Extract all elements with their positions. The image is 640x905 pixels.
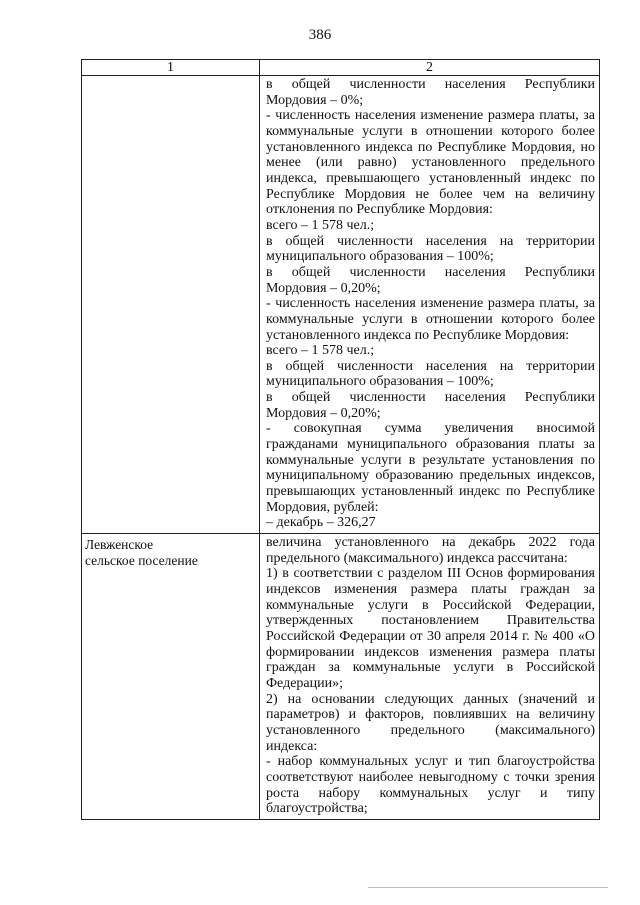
text-line: величина установленного на декабрь 2022 года (266, 535, 595, 551)
scan-edge-line (368, 887, 608, 888)
row-1-col-2 (260, 76, 600, 534)
column-header-1: 1 (82, 60, 260, 76)
table-row (82, 76, 600, 534)
text-line: Российской Федерации от 30 апреля 2014 г. № 400 «О (266, 628, 595, 644)
text-line: всего – 1 578 чел.; (266, 343, 375, 359)
text-line: менее (или равно) установленного предельного (266, 155, 595, 171)
text-line: отклонения по Республике Мордовия: (266, 202, 493, 218)
text-line: роста набору коммунальных услуг и типу (266, 785, 595, 801)
text-line: параметров) и факторов, повлиявших на величину (266, 707, 595, 723)
text-line: граждан за коммунальные услуги в Российской (266, 660, 595, 676)
text-line: коммунальные услуги в отношении которого более (266, 311, 595, 327)
municipality-name-line-2: сельское поселение (85, 553, 198, 569)
text-line: коммунальные услуги в результате установления по (266, 452, 595, 468)
text-line: муниципальному образованию предельных индексов, (266, 468, 595, 484)
page-number: 386 (308, 27, 332, 43)
text-line: установленного предельного (максимального) (266, 722, 595, 738)
text-line: индексов изменения размера платы граждан за (266, 582, 595, 597)
text-line: коммунальные услуги в Российской Федерации, (266, 597, 595, 613)
text-line: – декабрь – 326,27 (266, 515, 376, 531)
document-table (81, 59, 600, 820)
text-line: соответствуют наиболее невыгодному с точки зрения (266, 769, 595, 785)
text-line: установленного индекса по Республике Мордовия, но (266, 139, 595, 155)
text-line: Мордовия – 0%; (266, 92, 364, 108)
text-line: Федерации»; (266, 675, 344, 691)
text-line: Республике Мордовия не более чем на величину (266, 186, 595, 202)
text-line: Мордовия – 0,20%; (266, 280, 381, 296)
text-line: Мордовия – 0,20%; (266, 405, 381, 421)
text-line: индекса, превышающего установленный индекс по (266, 170, 595, 186)
text-line: - численность населения изменение размера платы, за (266, 108, 595, 124)
table-row (82, 534, 600, 820)
text-line: Мордовия, рублей: (266, 499, 379, 515)
text-line: 1) в соответствии с разделом III Основ формирования (266, 566, 595, 582)
text-line: в общей численности населения на территории (266, 358, 595, 374)
text-line: - набор коммунальных услуг и тип благоустройства (266, 754, 595, 770)
text-line: благоустройства; (266, 801, 368, 817)
text-line: в общей численности населения Республики (266, 77, 595, 92)
row-2-col-2 (260, 534, 600, 820)
text-line: утвержденных постановлением Правительства (266, 613, 595, 629)
text-line: превышающих установленный индекс по Республике (266, 484, 595, 500)
text-line: муниципального образования – 100%; (266, 249, 494, 265)
row-1-col-1 (82, 76, 260, 534)
text-line: предельного (максимального) индекса рассчитана: (266, 550, 568, 566)
text-line: формировании индексов изменения размера платы (266, 644, 595, 660)
text-line: гражданами муниципального образования платы за (266, 437, 595, 453)
text-line: индекса: (266, 738, 318, 754)
text-line: коммунальные услуги в отношении которого более (266, 123, 595, 139)
text-line: установленного индекса по Республике Мордовия: (266, 327, 570, 343)
text-line: в общей численности населения Республики (266, 264, 595, 280)
table-header-row (82, 60, 600, 76)
text-line: - совокупная сумма увеличения вносимой (266, 421, 595, 437)
row-2-col-1 (82, 534, 260, 820)
column-header-2: 2 (260, 60, 600, 76)
text-line: - численность населения изменение размера платы, за (266, 296, 595, 312)
municipality-name-line-1: Левженское (85, 537, 154, 553)
text-line: всего – 1 578 чел.; (266, 217, 375, 233)
text-line: в общей численности населения на территории (266, 233, 595, 249)
text-line: 2) на основании следующих данных (значений и (266, 691, 595, 707)
text-line: в общей численности населения Республики (266, 390, 595, 406)
text-line: муниципального образования – 100%; (266, 374, 494, 390)
